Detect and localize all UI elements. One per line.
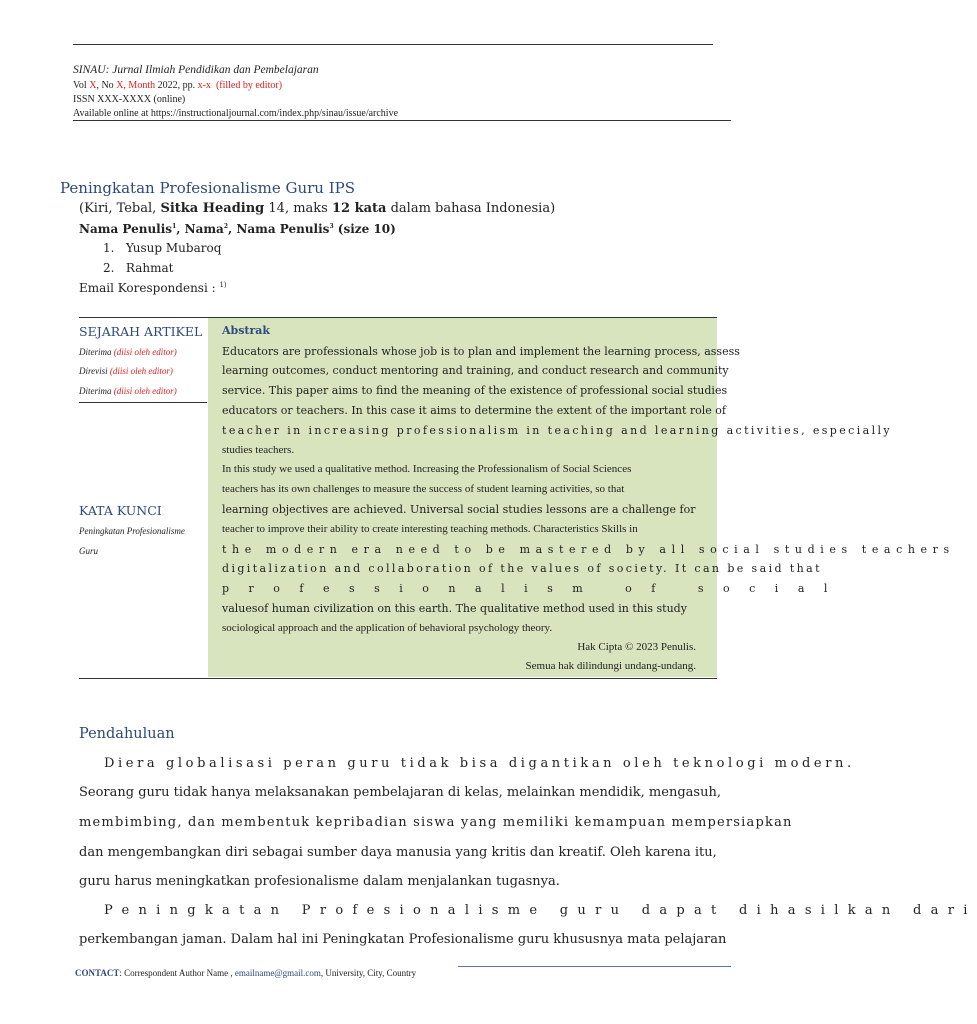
size-note: (size 10) xyxy=(333,222,396,236)
abstract-line: educators or teachers. In this case it aims to determine the extent of the important role of xyxy=(222,404,726,417)
abstract-heading: Abstrak xyxy=(222,324,271,337)
abstract-line: teachers has its own challenges to measure the success of student learning activities, so that xyxy=(222,483,625,495)
keyword: Peningkatan Profesionalisme xyxy=(79,526,185,536)
contact-author: : Correspondent Author Name , xyxy=(119,968,235,978)
vol-prefix: Vol xyxy=(73,80,90,91)
filled-note: (filled by editor) xyxy=(215,80,283,91)
pages: x-x xyxy=(197,80,211,91)
keywords-heading: KATA KUNCI xyxy=(79,503,162,518)
year-pp: 2022, pp. xyxy=(155,80,198,91)
title-note-e: dalam bahasa Indonesia) xyxy=(386,201,556,216)
abstract-line: learning objectives are achieved. Universal social studies lessons are a challenge for xyxy=(222,503,696,516)
contact-affiliation: , University, City, Country xyxy=(320,968,417,978)
footer-rule xyxy=(458,966,731,967)
title-note-a: (Kiri, Tebal, xyxy=(79,201,161,216)
author-list-item xyxy=(103,261,173,275)
abstract-line: In this study we used a qualitative method. Increasing the Professionalism of Social Sciences xyxy=(222,463,632,475)
email-sup: 1) xyxy=(219,281,227,289)
title-note-font: Sitka Heading xyxy=(160,201,265,216)
history-note: (diisi oleh editor) xyxy=(113,386,177,396)
history-item xyxy=(79,366,173,376)
history-item xyxy=(79,386,177,396)
section-heading: Pendahuluan xyxy=(79,726,175,742)
body-line: guru harus meningkatkan profesionalisme dalam menjalankan tugasnya. xyxy=(79,874,560,889)
history-note: (diisi oleh editor) xyxy=(109,366,173,376)
abstract-line: sociological approach and the application of behavioral psychology theory. xyxy=(222,622,553,634)
abstract-bottom-rule xyxy=(79,678,717,679)
history-label: Diterima xyxy=(79,386,114,396)
journal-name: SINAU: Jurnal Ilmiah Pendidikan dan Pembelajaran xyxy=(73,64,319,76)
authors-line xyxy=(79,222,396,236)
history-heading: SEJARAH ARTIKEL xyxy=(79,324,203,339)
author-num: 2. xyxy=(103,261,115,275)
rights-reserved: Semua hak dilindungi undang-undang. xyxy=(525,660,696,672)
abstract-line: the modern era need to be mastered by all social studies teachers xyxy=(222,543,955,556)
history-item xyxy=(79,347,177,357)
abstract-line: learning outcomes, conduct mentoring and training, and conduct research and community xyxy=(222,364,729,377)
available-online-link[interactable]: Available online at https://instructionaljournal.com/index.php/sinau/issue/archive xyxy=(73,108,399,119)
abstract-line: Educators are professionals whose job is to plan and implement the learning process, assess xyxy=(222,345,740,358)
author-num: 1. xyxy=(103,241,115,255)
top-rule xyxy=(73,44,713,45)
abstract-line: service. This paper aims to find the meaning of the existence of professional social studies xyxy=(222,384,728,397)
author-list-item xyxy=(103,241,221,255)
title-note-c: 14, maks xyxy=(264,201,332,216)
title-note-words: 12 kata xyxy=(331,201,387,216)
history-note: (diisi oleh editor) xyxy=(113,347,177,357)
article-title: Peningkatan Profesionalisme Guru IPS xyxy=(60,179,355,197)
abstract-line: teacher in increasing professionalism in teaching and learning activities, especially xyxy=(222,424,893,437)
author-3-sup: 3 xyxy=(329,223,334,230)
title-note xyxy=(79,201,555,216)
body-line: Peningkatan Profesionalisme guru dapat dihasilkan dari xyxy=(104,903,977,918)
abstract-line: digitalization and collaboration of the values of society. It can be said that xyxy=(222,562,822,575)
abstract-line: studies teachers. xyxy=(222,444,295,456)
author-name: Rahmat xyxy=(125,261,174,275)
abstract-line: valuesof human civilization on this earth. The qualitative method used in this study xyxy=(222,602,687,615)
body-line: perkembangan jaman. Dalam hal ini Peningkatan Profesionalisme guru khususnya mata pelajaran xyxy=(79,932,727,947)
author-2: , Nama xyxy=(176,222,224,236)
no-prefix: , No xyxy=(96,80,117,91)
body-line: membimbing, dan membentuk kepribadian siswa yang memiliki kemampuan mempersiapkan xyxy=(79,815,793,830)
issn: ISSN XXX-XXXX (online) xyxy=(73,94,186,105)
body-line: Seorang guru tidak hanya melaksanakan pembelajaran di kelas, melainkan mendidik, mengasuh, xyxy=(79,785,721,800)
author-1: Nama Penulis xyxy=(79,222,173,236)
header-rule xyxy=(73,120,731,121)
contact-footer xyxy=(75,968,416,978)
history-divider xyxy=(79,402,207,403)
volume-line xyxy=(73,80,282,91)
author-1-sup: 1 xyxy=(172,223,177,230)
author-2-sup: 2 xyxy=(223,223,229,230)
author-name: Yusup Mubaroq xyxy=(125,241,222,255)
abstract-line: professionalism of social xyxy=(222,582,847,595)
contact-email-link[interactable]: emailname@gmail.com xyxy=(234,968,321,978)
body-line: Diera globalisasi peran guru tidak bisa digantikan oleh teknologi modern. xyxy=(104,756,855,771)
vol-x: X xyxy=(89,80,97,91)
email-label: Email Korespondensi : xyxy=(79,281,220,295)
abstract-line: teacher to improve their ability to create interesting teaching methods. Characteristics Skills in xyxy=(222,523,638,535)
email-correspondence xyxy=(79,281,227,295)
copyright: Hak Cipta © 2023 Penulis. xyxy=(577,641,696,653)
no-x: X xyxy=(116,80,124,91)
body-line: dan mengembangkan diri sebagai sumber daya manusia yang kritis dan kreatif. Oleh karena itu, xyxy=(79,845,717,860)
history-label: Diterima xyxy=(79,347,114,357)
contact-label: CONTACT xyxy=(75,968,120,978)
keyword: Guru xyxy=(79,546,99,556)
history-label: Direvisi xyxy=(79,366,110,376)
author-3: , Nama Penulis xyxy=(228,222,330,236)
month: , Month xyxy=(123,80,156,91)
